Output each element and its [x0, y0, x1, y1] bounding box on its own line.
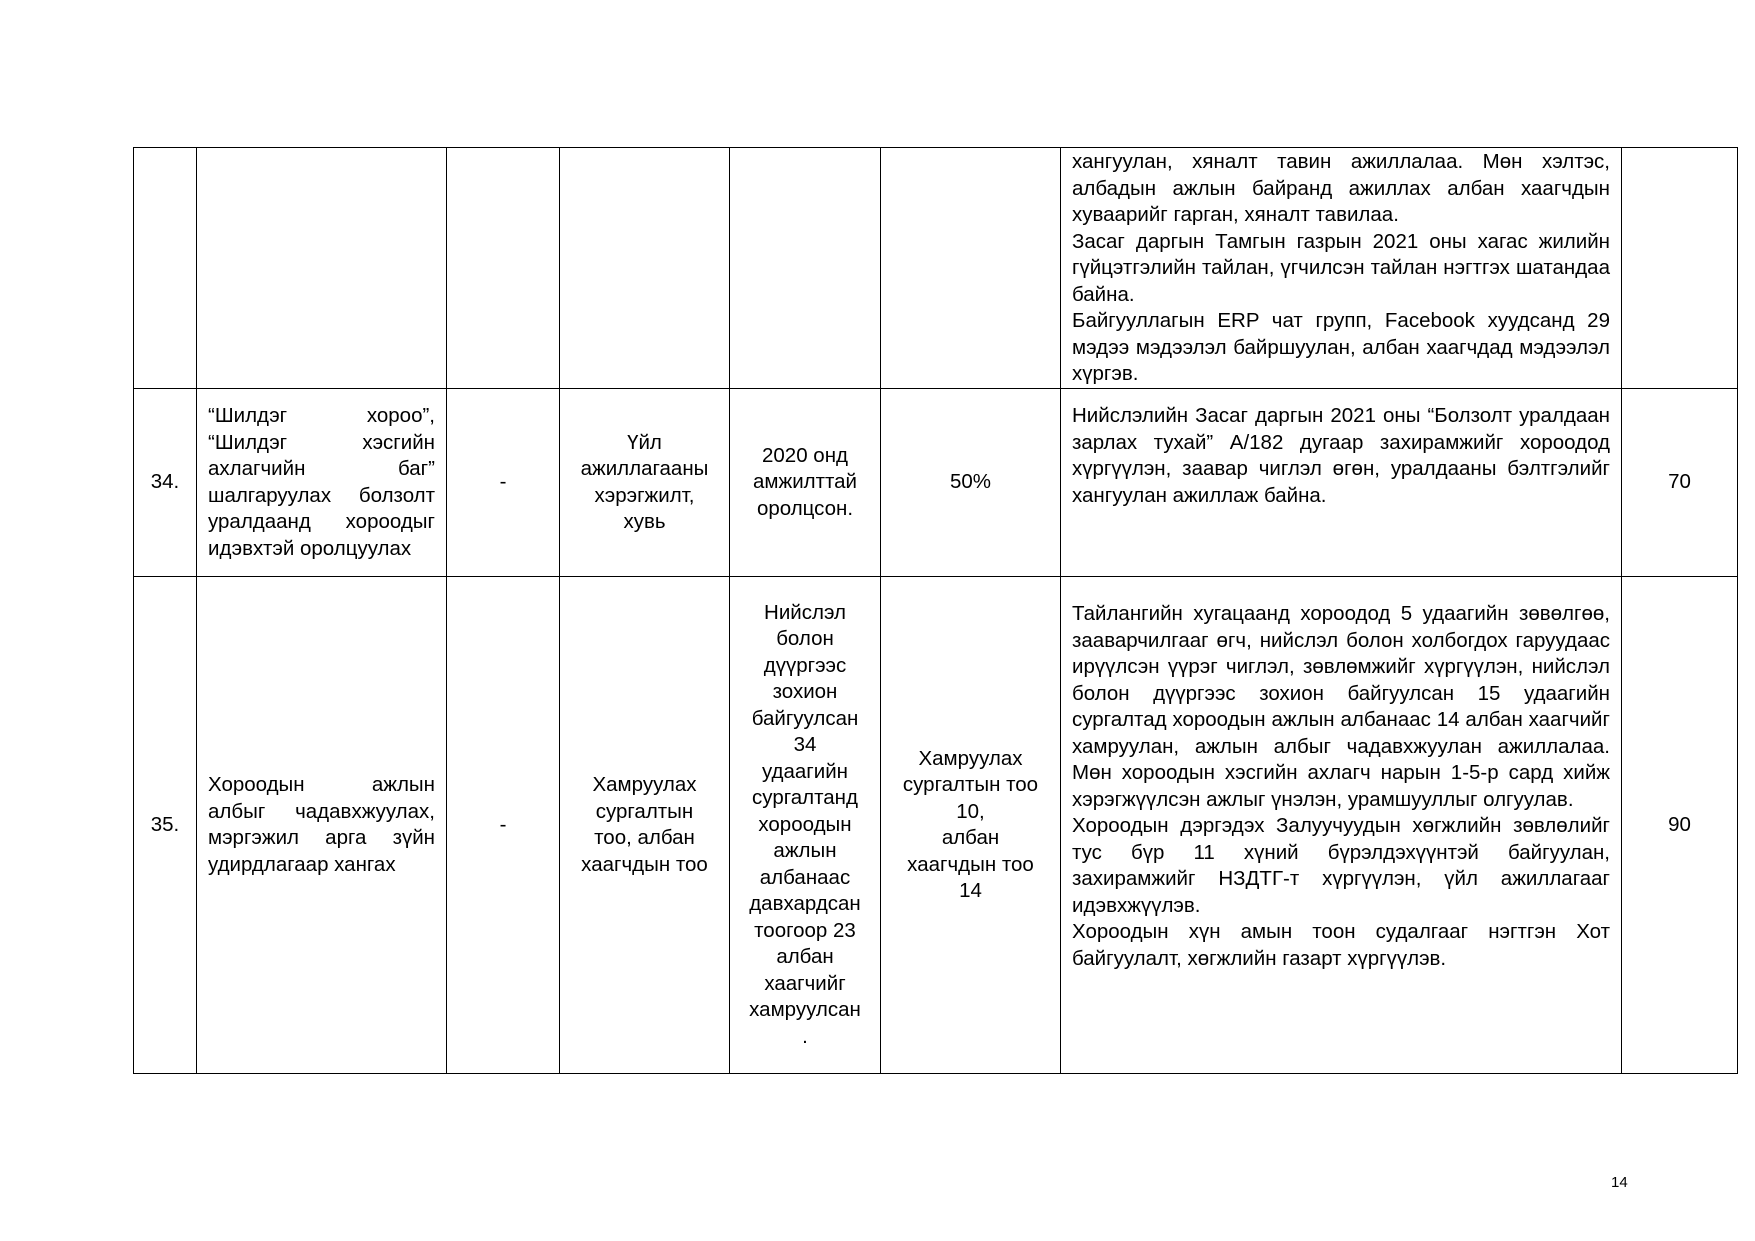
indicator-cell [560, 148, 730, 389]
indicator-cell [560, 389, 730, 577]
performance-cell [1061, 577, 1622, 1074]
indicator-text: Хамруулах сургалтын тоо, албан хаагчдын тоо [581, 773, 708, 876]
page-number: 14 [1611, 1174, 1628, 1191]
base-value-text: Нийслэл болон дүүргээс зохион байгуулсан 34 удаагийн сургалтанд хороодын ажлын албанаас давхардсан тоогоор 23 албан хаагчийг хамруулсан . [749, 600, 861, 1048]
baseline-cell [447, 148, 560, 389]
performance-paragraph: хангуулан, хяналт тавин ажиллалаа. Мөн хэлтэс, албадын ажлын байранд ажиллах албан хаагчдын хуваарийг гарган, хяналт тавилаа. [1072, 150, 1610, 227]
performance-cell [1061, 148, 1622, 389]
performance-paragraph: Засаг даргын Тамгын газрын 2021 оны хагас жилийн гүйцэтгэлийн тайлан, үгчилсэн тайлан нэгтгэх шатандаа байна. [1072, 229, 1610, 306]
row-number-cell [134, 148, 197, 389]
base-value-cell [730, 577, 881, 1074]
indicator-text: Үйл ажиллагааны хэрэгжилт, хувь [580, 430, 709, 533]
indicator-cell [560, 577, 730, 1074]
row-number-cell: 35. [134, 577, 197, 1074]
report-table [133, 147, 1738, 1074]
score-cell: 90 [1622, 577, 1738, 1074]
target-cell [881, 148, 1061, 389]
performance-cell [1061, 389, 1622, 577]
task-cell [197, 389, 447, 577]
performance-paragraph: Тайлангийн хугацаанд хороодод 5 удаагийн зөвөлгөө, зааварчилгааг өгч, нийслэл болон холбогдох гаруудаас ирүүлсэн үүрэг чиглэл, зөвлөмжийг хүргүүлэн, нийслэл болон дүүргээс зохион байгуулсан 15 удаагийн сургалтад хороодын ажлын албанаас 14 албан хаагчийг хамруулан, ажлын албыг чадавхжуулан ажиллалаа. Мөн хороодын хэсгийн ахлагч нарын 1-5-р сард хийж хэрэгжүүлсэн ажлыг үнэлэн, урамшууллыг олгуулав. [1072, 602, 1610, 811]
target-text: Хамруулах сургалтын тоо 10, албан хаагчдын тоо 14 [902, 746, 1039, 902]
task-cell [197, 148, 447, 389]
baseline-cell: - [447, 389, 560, 577]
performance-paragraph: Байгууллагын ERP чат групп, Facebook хуудсанд 29 мэдээ мэдээлэл байршуулан, албан хаагчдад мэдээлэл хүргэв. [1072, 309, 1610, 386]
row-number-cell: 34. [134, 389, 197, 577]
base-value-cell [730, 389, 881, 577]
task-cell [197, 577, 447, 1074]
performance-paragraph: Нийслэлийн Засаг даргын 2021 оны “Болзолт уралдаан зарлах тухай” А/182 дугаар захирамжийг хороодод хүргүүлэн, заавар чиглэл өгөн, уралдааны бэлтгэлийг хангуулан ажиллаж байна. [1072, 404, 1610, 507]
score-cell [1622, 148, 1738, 389]
baseline-cell: - [447, 577, 560, 1074]
table-row [134, 577, 1738, 1074]
performance-paragraph: Хороодын хүн амын тоон судалгааг нэгтгэн Хот байгуулалт, хөгжлийн газарт хүргүүлэв. [1072, 920, 1610, 970]
task-text: “Шилдэг хороо”, “Шилдэг хэсгийн ахлагчийн баг” шалгаруулах болзолт уралдаанд хороодыг идэвхтэй оролцуулах [208, 404, 435, 560]
target-cell [881, 577, 1061, 1074]
target-cell: 50% [881, 389, 1061, 577]
score-cell: 70 [1622, 389, 1738, 577]
base-value-cell [730, 148, 881, 389]
performance-paragraph: Хороодын дэргэдэх Залуучуудын хөгжлийн зөвлөлийг тус бүр 11 хүний бүрэлдэхүүнтэй байгуулан, захирамжийг НЗДТГ-т хүргүүлэн, үйл ажиллагааг идэвхжүүлэв. [1072, 814, 1610, 917]
table-row [134, 389, 1738, 577]
task-text: Хороодын ажлын албыг чадавхжуулах, мэргэжил арга зүйн удирдлагаар хангах [208, 773, 435, 876]
base-value-text: 2020 онд амжилттай оролцсон. [752, 443, 858, 520]
table-row [134, 148, 1738, 389]
